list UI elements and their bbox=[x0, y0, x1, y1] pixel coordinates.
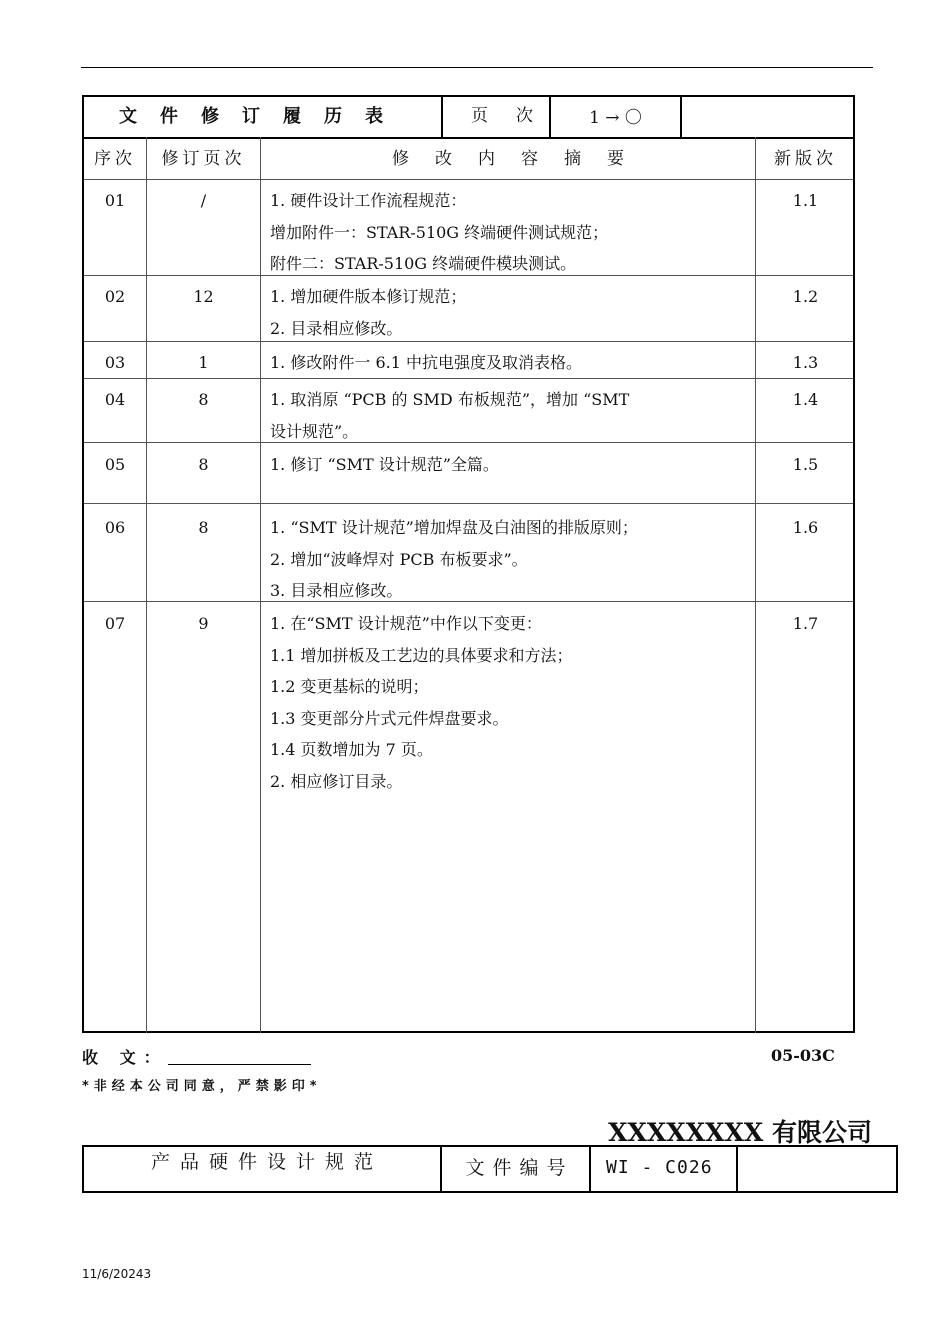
row-page: 9 bbox=[198, 614, 209, 633]
row-summary: 1. 修改附件一 6.1 中抗电强度及取消表格。 bbox=[270, 353, 582, 372]
row-version: 1.3 bbox=[792, 353, 819, 372]
row-page: / bbox=[200, 191, 207, 210]
document-extra bbox=[738, 1147, 896, 1191]
row-seq: 01 bbox=[104, 191, 126, 210]
row-version: 1.7 bbox=[792, 614, 819, 633]
form-number: 05-03C bbox=[771, 1046, 835, 1065]
page-value: 1 → 〇 bbox=[589, 108, 642, 128]
row-seq: 07 bbox=[104, 614, 126, 633]
row-summary: 1. 修订 “SMT 设计规范”全篇。 bbox=[270, 455, 499, 474]
row-version: 1.4 bbox=[792, 390, 819, 409]
page-label: 页次 bbox=[471, 106, 561, 126]
receive-label: 收 文： bbox=[82, 1048, 168, 1067]
row-seq: 05 bbox=[104, 455, 126, 474]
copy-warning: *非经本公司同意，严禁影印* bbox=[82, 1079, 322, 1094]
row-version: 1.5 bbox=[792, 455, 819, 474]
col-revised-page: 修订页次 bbox=[161, 149, 246, 169]
revision-history-table bbox=[82, 95, 855, 1033]
row-version: 1.6 bbox=[792, 518, 819, 537]
receive-signature-line bbox=[168, 1064, 311, 1065]
row-seq: 03 bbox=[104, 353, 126, 372]
row-seq: 04 bbox=[104, 390, 126, 409]
row-summary: 1. 增加硬件版本修订规范； 2. 目录相应修改。 bbox=[270, 287, 467, 338]
row-page: 12 bbox=[193, 287, 214, 306]
row-summary: 1. 硬件设计工作流程规范： 增加附件一：STAR-510G 终端硬件测试规范； 附件二：STAR-510G 终端硬件模块测试。 bbox=[270, 191, 609, 273]
top-rule bbox=[81, 67, 873, 68]
row-summary: 1. “SMT 设计规范”增加焊盘及白油图的排版原则； 2. 增加“波峰焊对 PCB 布板要求”。 3. 目录相应修改。 bbox=[270, 518, 638, 600]
row-summary: 1. 在“SMT 设计规范”中作以下变更： 1.1 增加拼板及工艺边的具体要求和方法； 1.2 变更基标的说明； 1.3 变更部分片式元件焊盘要求。 1.4 页数增加为 7 页。 2. 相应修订目录。 bbox=[270, 614, 573, 791]
row-page: 8 bbox=[198, 390, 209, 409]
row-seq: 06 bbox=[104, 518, 126, 537]
company-name: XXXXXXXX 有限公司 bbox=[608, 1118, 872, 1147]
row-page: 8 bbox=[198, 455, 209, 474]
row-version: 1.1 bbox=[792, 191, 819, 210]
row-page: 8 bbox=[198, 518, 209, 537]
col-seq: 序次 bbox=[94, 149, 136, 169]
document-number: WI - C026 bbox=[606, 1157, 713, 1178]
document-number-label: 文件编号 bbox=[465, 1157, 574, 1179]
col-version: 新版次 bbox=[774, 149, 837, 169]
row-page: 1 bbox=[198, 353, 209, 372]
row-summary: 1. 取消原 “PCB 的 SMD 布板规范”，增加 “SMT 设计规范”。 bbox=[270, 390, 630, 441]
print-date: 11/6/20243 bbox=[82, 1267, 152, 1281]
row-seq: 02 bbox=[104, 287, 126, 306]
row-version: 1.2 bbox=[792, 287, 819, 306]
table-title: 文件修订履历表 bbox=[119, 106, 406, 127]
document-name: 产品硬件设计规范 bbox=[150, 1151, 383, 1173]
document-info-table bbox=[82, 1145, 898, 1193]
col-summary: 修改内容摘要 bbox=[392, 149, 650, 169]
